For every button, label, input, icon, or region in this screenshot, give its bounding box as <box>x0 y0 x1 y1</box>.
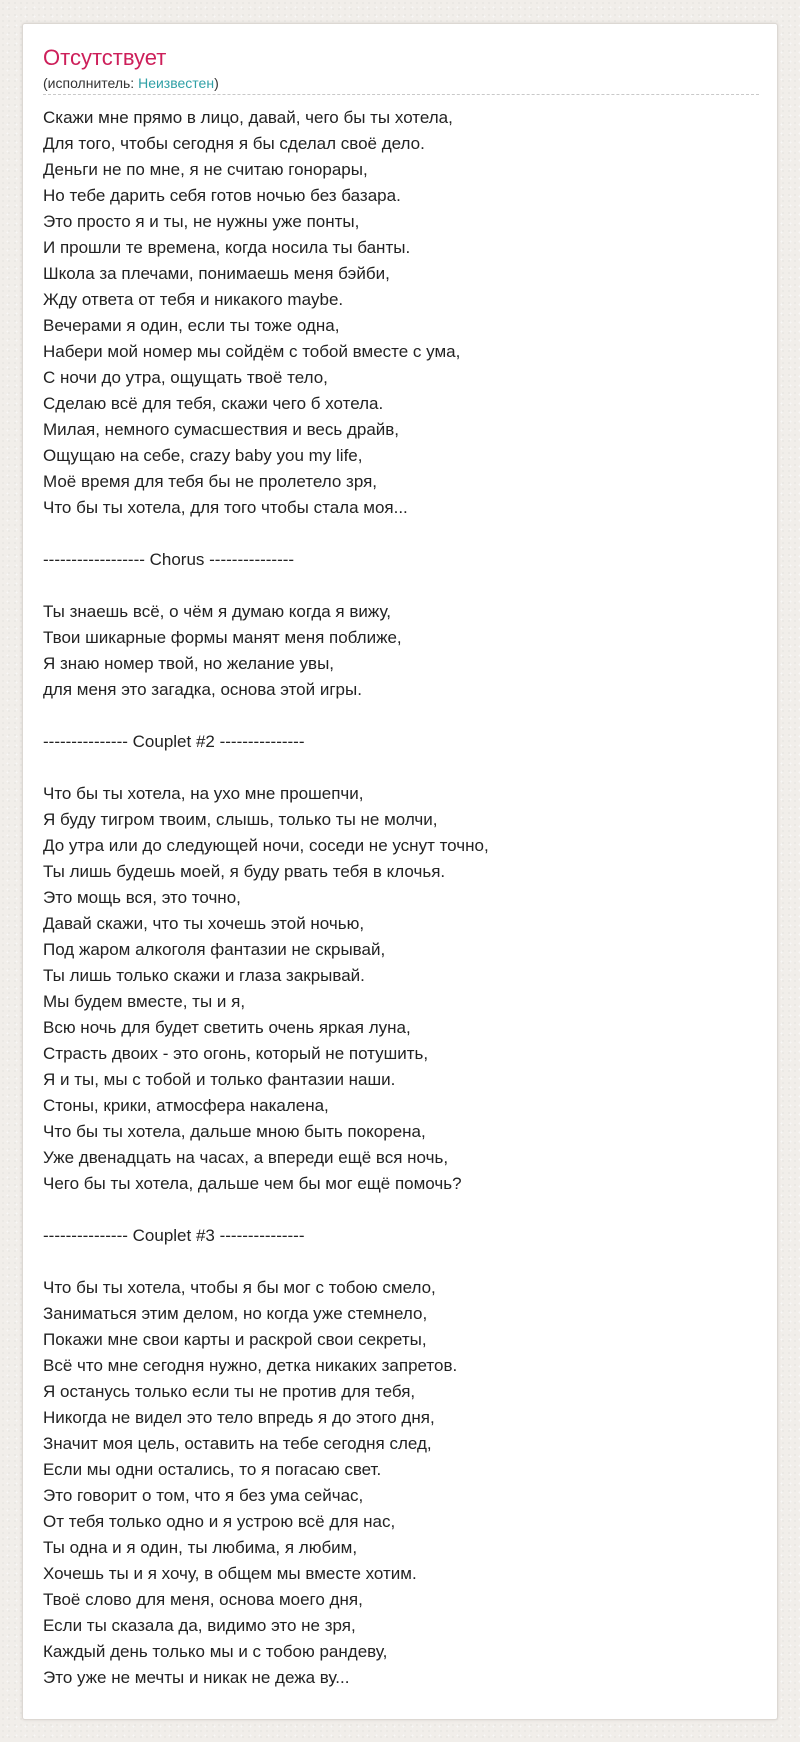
section-heading: --------------- Couplet #3 --------------- <box>43 1226 305 1245</box>
lyrics-blank-line <box>43 755 757 781</box>
lyrics-line: Это говорит о том, что я без ума сейчас, <box>43 1486 364 1505</box>
lyrics-line: Это уже не мечты и никак не дежа ву... <box>43 1668 350 1687</box>
lyrics-line: Школа за плечами, понимаешь меня бэйби, <box>43 264 390 283</box>
lyrics-line: Всё что мне сегодня нужно, детка никаких запретов. <box>43 1356 458 1375</box>
lyrics-line: Я останусь только если ты не против для тебя, <box>43 1382 416 1401</box>
section-heading: ------------------ Chorus --------------- <box>43 550 295 569</box>
header-divider <box>43 94 759 95</box>
lyrics-line: Заниматься этим делом, но когда уже стемнело, <box>43 1304 428 1323</box>
lyrics-line: Покажи мне свои карты и раскрой свои секреты, <box>43 1330 427 1349</box>
lyrics-line: От тебя только одно и я устрою всё для нас, <box>43 1512 396 1531</box>
lyrics-line: Чего бы ты хотела, дальше чем бы мог ещё помочь? <box>43 1174 462 1193</box>
lyrics-line: Что бы ты хотела, на ухо мне прошепчи, <box>43 784 364 803</box>
lyrics-line: Что бы ты хотела, для того чтобы стала моя... <box>43 498 408 517</box>
lyrics-line: Если мы одни остались, то я погасаю свет. <box>43 1460 382 1479</box>
section-heading: --------------- Couplet #2 --------------- <box>43 732 305 751</box>
lyrics-line: Никогда не видел это тело впредь я до этого дня, <box>43 1408 435 1427</box>
lyrics-line: Скажи мне прямо в лицо, давай, чего бы ты хотела, <box>43 108 453 127</box>
lyrics-line: Ты лишь будешь моей, я буду рвать тебя в клочья. <box>43 862 446 881</box>
lyrics-line: С ночи до утра, ощущать твоё тело, <box>43 368 328 387</box>
lyrics-line: Твоё слово для меня, основа моего дня, <box>43 1590 363 1609</box>
lyrics-blank-line <box>43 1197 757 1223</box>
lyrics-line: Моё время для тебя бы не пролетело зря, <box>43 472 378 491</box>
lyrics-line: До утра или до следующей ночи, соседи не уснут точно, <box>43 836 489 855</box>
lyrics-line: Ты одна и я один, ты любима, я любим, <box>43 1538 358 1557</box>
artist-line <box>43 74 757 92</box>
lyrics-line: Это мощь вся, это точно, <box>43 888 241 907</box>
lyrics-blank-line <box>43 573 757 599</box>
lyrics-line: Ты лишь только скажи и глаза закрывай. <box>43 966 365 985</box>
song-title: Отсутствует <box>43 45 167 70</box>
lyrics-line: Под жаром алкоголя фантазии не скрывай, <box>43 940 386 959</box>
lyrics-line: Значит моя цель, оставить на тебе сегодня след, <box>43 1434 432 1453</box>
lyrics-line: Набери мой номер мы сойдём с тобой вместе с ума, <box>43 342 461 361</box>
lyrics-line: Милая, немного сумасшествия и весь драйв, <box>43 420 400 439</box>
artist-prefix: (исполнитель: <box>43 75 139 91</box>
lyrics-line: Я знаю номер твой, но желание увы, <box>43 654 335 673</box>
lyrics-card <box>22 23 778 1720</box>
lyrics-line: Стоны, крики, атмосфера накалена, <box>43 1096 329 1115</box>
lyrics-line: Я буду тигром твоим, слышь, только ты не молчи, <box>43 810 438 829</box>
lyrics-line: Деньги не по мне, я не считаю гонорары, <box>43 160 368 179</box>
lyrics-line: Для того, чтобы сегодня я бы сделал своё дело. <box>43 134 425 153</box>
lyrics-line: Уже двенадцать на часах, а впереди ещё вся ночь, <box>43 1148 449 1167</box>
artist-suffix: ) <box>214 75 219 91</box>
lyrics-line: Это просто я и ты, не нужны уже понты, <box>43 212 360 231</box>
lyrics-line: Но тебе дарить себя готов ночью без базара. <box>43 186 401 205</box>
lyrics-line: Я и ты, мы с тобой и только фантазии наши. <box>43 1070 396 1089</box>
lyrics-line: Страсть двоих - это огонь, который не потушить, <box>43 1044 429 1063</box>
lyrics-blank-line <box>43 521 757 547</box>
lyrics-line: Если ты сказала да, видимо это не зря, <box>43 1616 356 1635</box>
lyrics-text <box>43 105 757 1691</box>
lyrics-line: Хочешь ты и я хочу, в общем мы вместе хотим. <box>43 1564 417 1583</box>
lyrics-line: Что бы ты хотела, дальше мною быть покорена, <box>43 1122 426 1141</box>
lyrics-line: для меня это загадка, основа этой игры. <box>43 680 362 699</box>
lyrics-line: Мы будем вместе, ты и я, <box>43 992 246 1011</box>
lyrics-line: Всю ночь для будет светить очень яркая луна, <box>43 1018 411 1037</box>
lyrics-line: Твои шикарные формы манят меня поближе, <box>43 628 402 647</box>
lyrics-line: Ты знаешь всё, о чём я думаю когда я вижу, <box>43 602 391 621</box>
lyrics-line: Каждый день только мы и с тобою рандеву, <box>43 1642 388 1661</box>
lyrics-line: Жду ответа от тебя и никакого maybe. <box>43 290 344 309</box>
lyrics-line: Вечерами я один, если ты тоже одна, <box>43 316 340 335</box>
lyrics-line: Что бы ты хотела, чтобы я бы мог с тобою смело, <box>43 1278 436 1297</box>
lyrics-line: Давай скажи, что ты хочешь этой ночью, <box>43 914 365 933</box>
artist-link[interactable]: Неизвестен <box>138 75 215 91</box>
lyrics-line: Сделаю всё для тебя, скажи чего б хотела. <box>43 394 384 413</box>
lyrics-line: И прошли те времена, когда носила ты банты. <box>43 238 411 257</box>
lyrics-blank-line <box>43 1249 757 1275</box>
lyrics-blank-line <box>43 703 757 729</box>
lyrics-line: Ощущаю на себе, crazy baby you my life, <box>43 446 363 465</box>
